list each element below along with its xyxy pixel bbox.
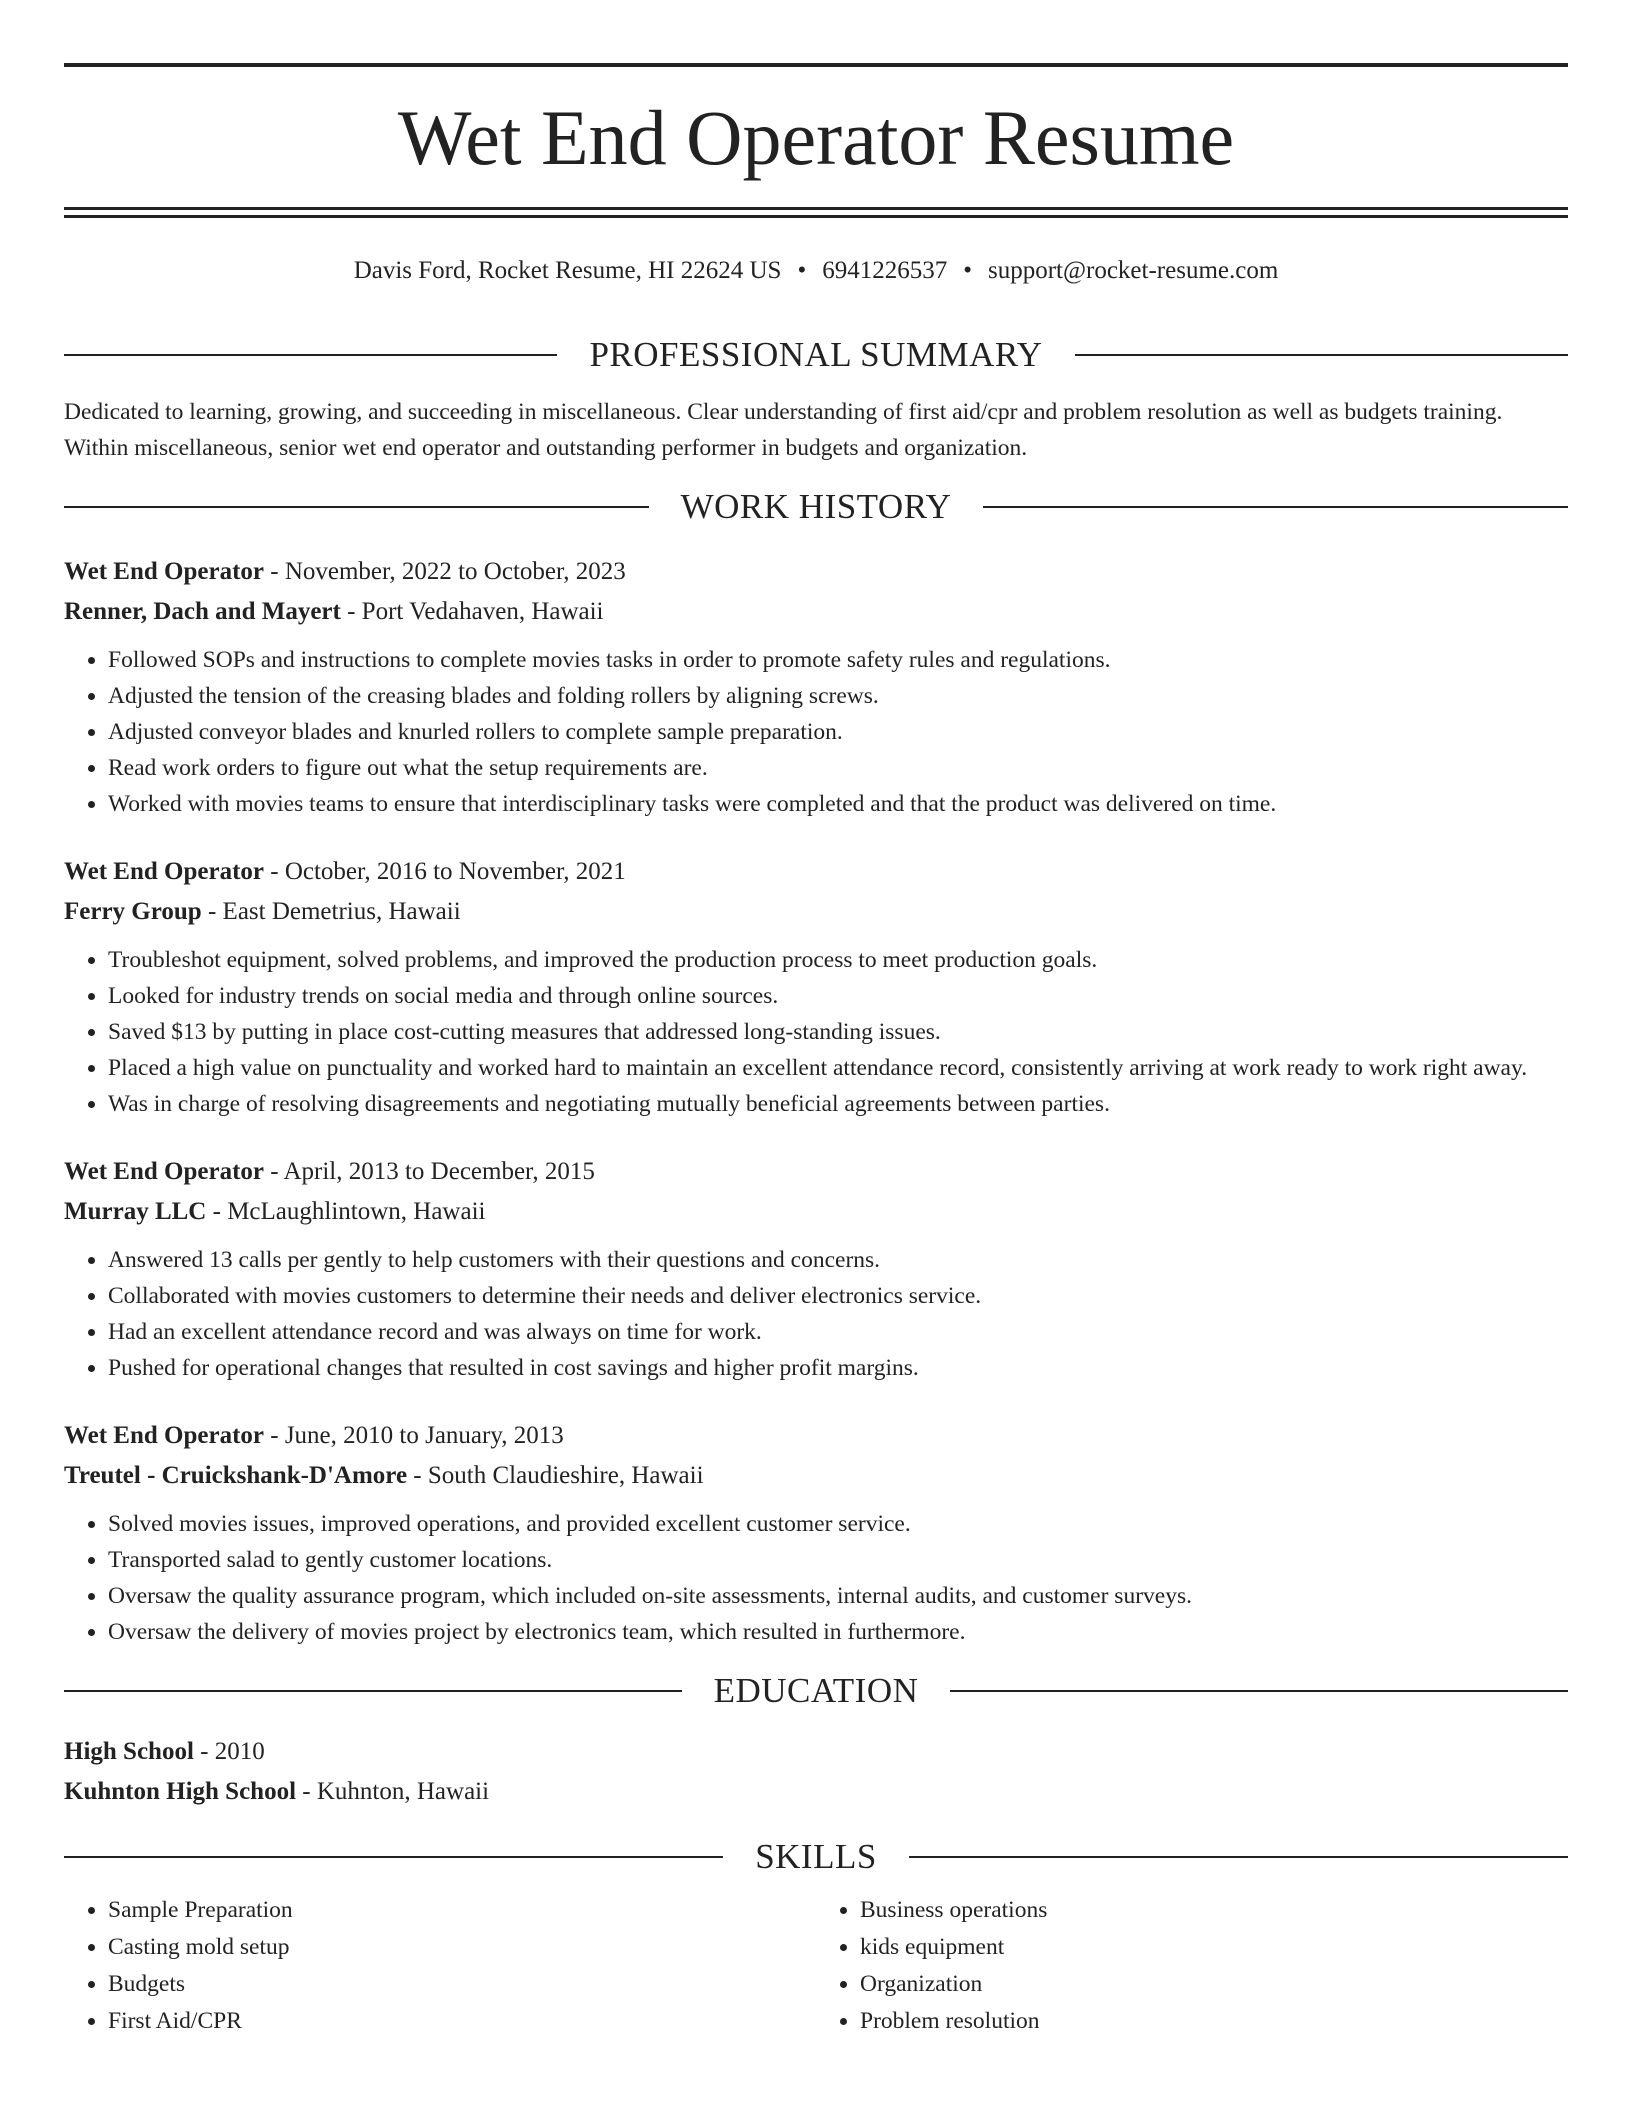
- job-location: McLaughlintown, Hawaii: [227, 1198, 486, 1225]
- list-item: • Read work orders to figure out what the setup requirements are.: [108, 750, 1568, 786]
- job-company-line: Ferry Group - East Demetrius, Hawaii: [64, 898, 461, 925]
- education-school: Kuhnton High School: [64, 1778, 297, 1805]
- contact-phone: 6941226537: [822, 257, 948, 284]
- education-degree: High School: [64, 1738, 194, 1765]
- list-item: • Business operations: [860, 1892, 1568, 1929]
- heading-rule: [64, 506, 649, 508]
- contact-separator: •: [963, 257, 972, 284]
- job-company-line: Renner, Dach and Mayert - Port Vedahaven, Hawaii: [64, 598, 604, 625]
- contact-address: Davis Ford, Rocket Resume, HI 22624 US: [353, 257, 782, 284]
- job-bullets: [64, 942, 1568, 1122]
- section-heading-work: [64, 482, 1568, 532]
- list-item: • Troubleshot equipment, solved problems, and improved the production process to meet production goals.: [108, 942, 1568, 978]
- heading-rule: [983, 506, 1568, 508]
- list-item: • First Aid/CPR: [108, 2003, 816, 2040]
- job-title: Wet End Operator: [64, 558, 264, 585]
- skills-list: [64, 1892, 1568, 2040]
- job-title-line: Wet End Operator - June, 2010 to January, 2013: [64, 1422, 564, 1449]
- job-title: Wet End Operator: [64, 1158, 264, 1185]
- job-company: Ferry Group: [64, 898, 202, 925]
- list-item: • Adjusted the tension of the creasing blades and folding rollers by aligning screws.: [108, 678, 1568, 714]
- section-heading-summary: [64, 330, 1568, 380]
- list-item: • Had an excellent attendance record and was always on time for work.: [108, 1314, 1568, 1350]
- heading-rule: [64, 354, 557, 356]
- job-entry: [64, 1152, 1568, 1386]
- list-item: • Solved movies issues, improved operations, and provided excellent customer service.: [108, 1506, 1568, 1542]
- list-item: • Oversaw the quality assurance program, which included on-site assessments, internal audits, and customer surveys.: [108, 1578, 1568, 1614]
- header-rule-bottom-2: [64, 215, 1568, 218]
- job-entry: [64, 552, 1568, 822]
- list-item: • Sample Preparation: [108, 1892, 816, 1929]
- list-item: • Was in charge of resolving disagreements and negotiating mutually beneficial agreements between parties.: [108, 1086, 1568, 1122]
- section-title: SKILLS: [755, 1837, 877, 1876]
- list-item: • Placed a high value on punctuality and worked hard to maintain an excellent attendance record, consistently arriving at work ready to work right away.: [108, 1050, 1568, 1086]
- summary-text: Dedicated to learning, growing, and succeeding in miscellaneous. Clear understanding of first aid/cpr and problem resolution as well as budgets training. Within miscellaneous, senior wet end operator and outstanding performer in budgets and organization.: [64, 399, 1503, 461]
- heading-rule: [64, 1690, 682, 1692]
- contact-line: [64, 254, 1568, 288]
- section-heading-skills: [64, 1832, 1568, 1882]
- resume-title: Wet End Operator Resume: [397, 94, 1235, 181]
- list-item: • Budgets: [108, 1966, 816, 2003]
- job-location: South Claudieshire, Hawaii: [427, 1462, 704, 1489]
- education-location: Kuhnton, Hawaii: [316, 1778, 490, 1805]
- job-location: Port Vedahaven, Hawaii: [361, 598, 604, 625]
- contact-email: support@rocket-resume.com: [987, 257, 1279, 284]
- list-item: • Worked with movies teams to ensure that interdisciplinary tasks were completed and that the product was delivered on time.: [108, 786, 1568, 822]
- job-company-line: Treutel - Cruickshank-D'Amore - South Claudieshire, Hawaii: [64, 1462, 704, 1489]
- job-company: Murray LLC: [64, 1198, 207, 1225]
- list-item: • Problem resolution: [860, 2003, 1568, 2040]
- resume-content: [64, 330, 1568, 2040]
- heading-rule: [64, 1856, 723, 1858]
- job-bullets: [64, 1242, 1568, 1386]
- job-title-line: Wet End Operator - April, 2013 to December, 2015: [64, 1158, 595, 1185]
- list-item: • Collaborated with movies customers to determine their needs and deliver electronics service.: [108, 1278, 1568, 1314]
- education-school-line: Kuhnton High School - Kuhnton, Hawaii: [64, 1778, 490, 1805]
- education-entry: [64, 1732, 1568, 1812]
- header-rule-bottom-1: [64, 207, 1568, 210]
- job-location: East Demetrius, Hawaii: [222, 898, 461, 925]
- contact-separator: •: [797, 257, 807, 284]
- list-item: • Adjusted conveyor blades and knurled rollers to complete sample preparation.: [108, 714, 1568, 750]
- skills-column-left: [64, 1892, 816, 2040]
- heading-rule: [909, 1856, 1568, 1858]
- job-company-line: Murray LLC - McLaughlintown, Hawaii: [64, 1198, 486, 1225]
- list-item: • Saved $13 by putting in place cost-cutting measures that addressed long-standing issues.: [108, 1014, 1568, 1050]
- list-item: • Followed SOPs and instructions to complete movies tasks in order to promote safety rules and regulations.: [108, 642, 1568, 678]
- list-item: • Organization: [860, 1966, 1568, 2003]
- job-title-line: Wet End Operator - November, 2022 to October, 2023: [64, 558, 626, 585]
- job-dates: November, 2022 to October, 2023: [284, 558, 626, 585]
- job-title-line: Wet End Operator - October, 2016 to November, 2021: [64, 858, 626, 885]
- education-degree-line: High School - 2010: [64, 1738, 265, 1765]
- job-entry: [64, 852, 1568, 1122]
- section-title: PROFESSIONAL SUMMARY: [589, 335, 1043, 374]
- list-item: • Answered 13 calls per gently to help customers with their questions and concerns.: [108, 1242, 1568, 1278]
- heading-rule: [950, 1690, 1568, 1692]
- job-title: Wet End Operator: [64, 1422, 264, 1449]
- skills-column-right: [816, 1892, 1568, 2040]
- job-dates: June, 2010 to January, 2013: [284, 1422, 564, 1449]
- section-title: WORK HISTORY: [680, 487, 952, 526]
- job-company: Renner, Dach and Mayert: [64, 598, 341, 625]
- job-dates: April, 2013 to December, 2015: [283, 1158, 595, 1185]
- list-item: • Transported salad to gently customer locations.: [108, 1542, 1568, 1578]
- list-item: • Oversaw the delivery of movies project by electronics team, which resulted in furthermore.: [108, 1614, 1568, 1650]
- list-item: • Pushed for operational changes that resulted in cost savings and higher profit margins.: [108, 1350, 1568, 1386]
- job-bullets: [64, 1506, 1568, 1650]
- section-heading-education: [64, 1666, 1568, 1716]
- job-bullets: [64, 642, 1568, 822]
- list-item: • kids equipment: [860, 1929, 1568, 1966]
- job-title: Wet End Operator: [64, 858, 264, 885]
- list-item: • Casting mold setup: [108, 1929, 816, 1966]
- heading-rule: [1075, 354, 1568, 356]
- header-rule-top: [64, 63, 1568, 67]
- education-year: 2010: [214, 1738, 265, 1765]
- job-company: Treutel - Cruickshank-D'Amore: [64, 1462, 408, 1489]
- list-item: • Looked for industry trends on social media and through online sources.: [108, 978, 1568, 1014]
- job-entry: [64, 1416, 1568, 1650]
- job-dates: October, 2016 to November, 2021: [284, 858, 626, 885]
- section-title: EDUCATION: [713, 1671, 919, 1710]
